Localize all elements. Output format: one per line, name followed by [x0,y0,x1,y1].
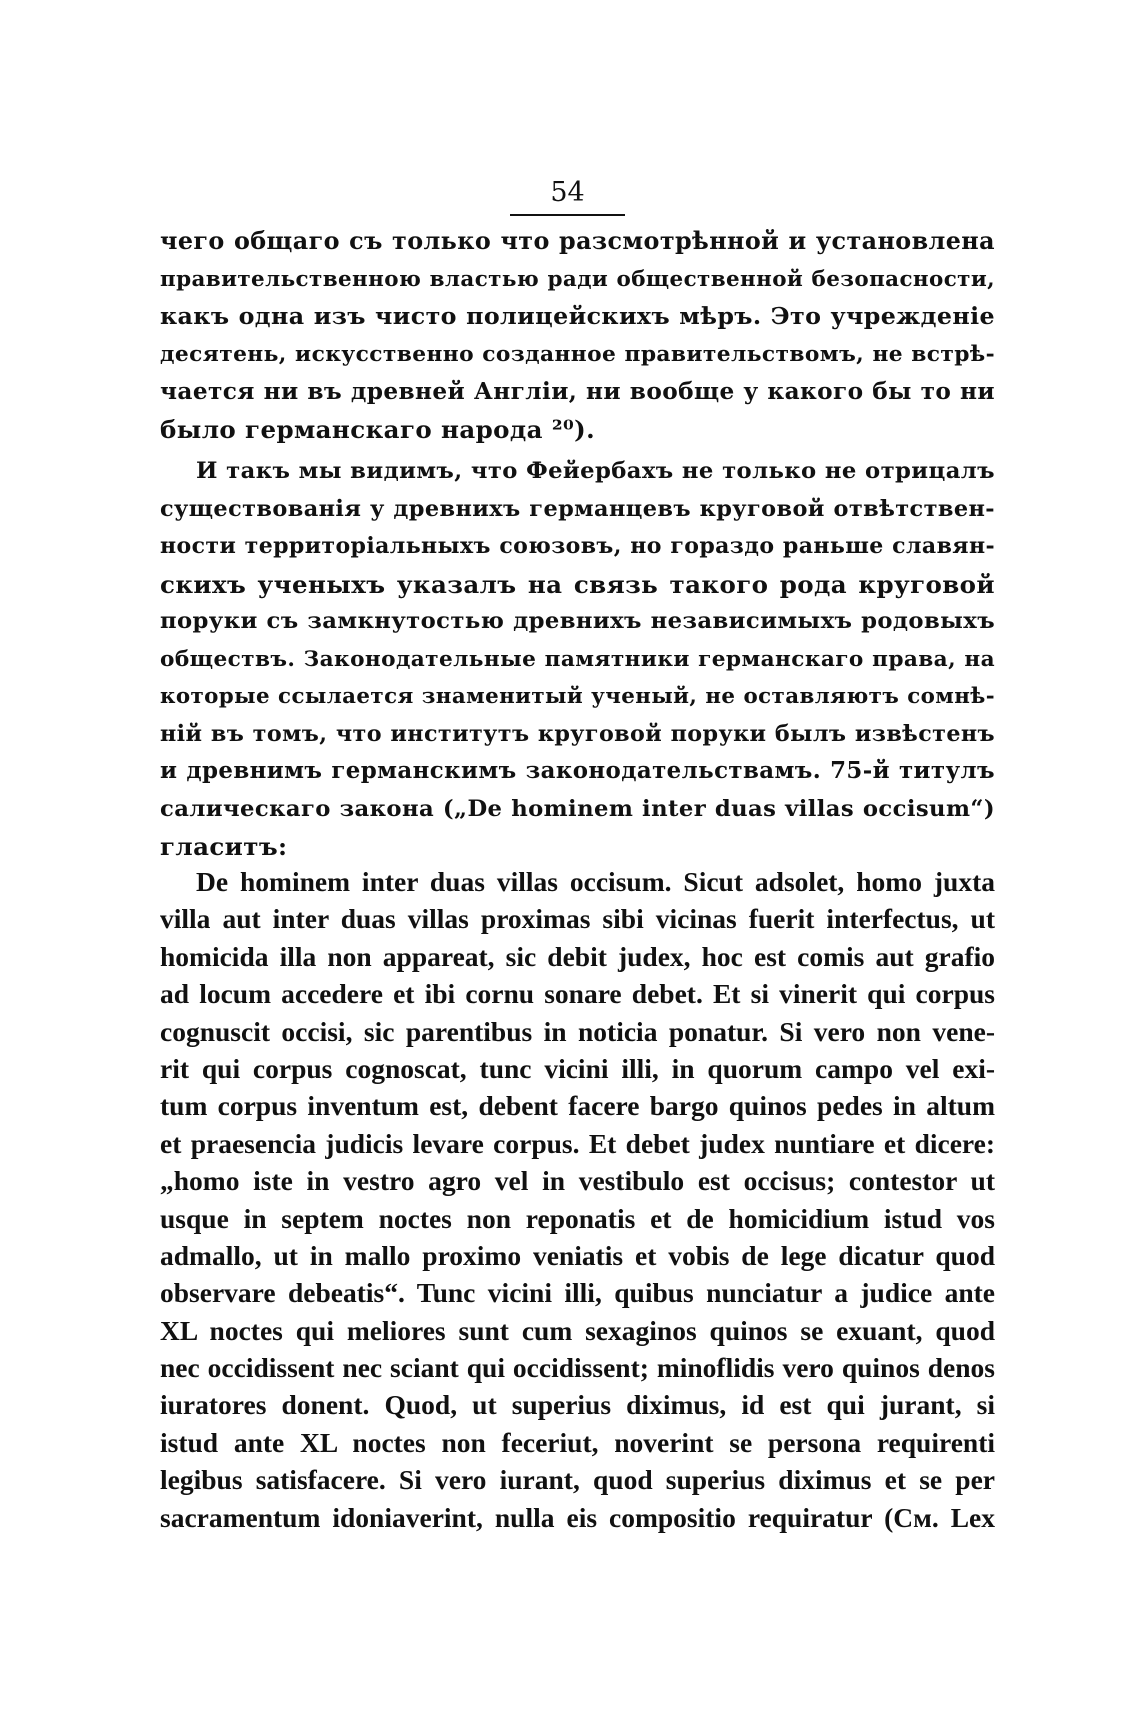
latin-quote-line: observare debeatis“. Tunc vicini illi, quibus nunciatur a judice ante [160,1277,995,1309]
latin-quote-line: tum corpus inventum est, debent facere bargo quinos pedes in altum [160,1090,995,1122]
latin-quote-line: De hominem inter duas villas occisum. Sicut adsolet, homo juxta [196,866,995,897]
paragraph-2-line: ній въ томъ, что институтъ круговой поруки былъ извѣстенъ [160,720,995,747]
latin-quote-line: nec occidissent nec sciant qui occidissent; minoflidis vero quinos denos [160,1352,995,1384]
paragraph-2-line: которые ссылается знаменитый ученый, не оставляютъ сомнѣ- [160,684,995,709]
paragraph-1-line: чается ни въ древней Англіи, ни вообще у какого бы то ни [160,378,995,405]
page-number: 54 [550,177,585,208]
latin-quote [160,863,995,1536]
latin-quote-line: „homo iste in vestro agro vel in vestibulo est occisus; contestor ut [160,1165,995,1197]
paragraph-2-line: салическаго закона („De hominem inter duas villas occisum“) [160,795,995,822]
paragraph-2-line: и древнимъ германскимъ законодательствамъ. 75-й титулъ [160,758,995,784]
latin-quote-line: cognuscit occisi, sic parentibus in noticia ponatur. Si vero non vene- [160,1015,995,1047]
paragraph-2-line: скихъ ученыхъ указалъ на связь такого рода круговой [160,569,995,599]
latin-quote-line: usque in septem noctes non reponatis et de homicidium istud vos [160,1202,995,1234]
paragraph-2 [160,453,995,866]
paragraph-1-line: десятень, искусственно созданное правительствомъ, не встрѣ- [160,341,995,367]
latin-quote-line: et praesencia judicis levare corpus. Et debet judex nuntiare et dicere: [160,1127,995,1159]
paragraph-2-line: И такъ мы видимъ, что Фейербахъ не только не отрицалъ [196,458,995,484]
latin-quote-line: rit qui corpus cognoscat, tunc vicini illi, in quorum campo vel exi- [160,1052,995,1084]
latin-quote-line: sacramentum idoniaverint, nulla eis compositio requiratur (См. Lex [160,1501,995,1533]
latin-quote-line: istud ante XL noctes non feceriut, noverint se persona requirenti [160,1426,995,1458]
paragraph-2-line: ности территоріальныхъ союзовъ, но гораздо раньше славян- [160,533,995,559]
paragraph-1-line: правительственною властью ради общественной безопасности, [160,266,995,292]
latin-quote-line: XL noctes qui meliores sunt cum sexaginos quinos se exuant, quod [160,1314,995,1346]
page-number-rule [510,214,625,216]
paragraph-1-line: было германскаго народа ²⁰). [160,414,596,444]
paragraph-2-line: существованія у древнихъ германцевъ круговой отвѣтствен- [160,495,995,522]
latin-quote-line: admallo, ut in mallo proximo veniatis et vobis de lege dicatur quod [160,1239,995,1271]
latin-quote-line: iuratores donent. Quod, ut superius diximus, id est qui jurant, si [160,1389,995,1421]
paragraph-2-line: поруки съ замкнутостью древнихъ независимыхъ родовыхъ [160,608,995,634]
paragraph-1-line: чего общаго съ только что разсмотрѣнной и установлена [160,227,995,255]
latin-quote-line: villa aut inter duas villas proximas sibi vicinas fuerit interfectus, ut [160,903,995,935]
paragraph-2-line: обществъ. Законодательные памятники германскаго права, на [160,646,995,672]
paragraph-1-line: какъ одна изъ чисто полицейскихъ мѣръ. Это учрежденіе [160,302,995,330]
latin-quote-line: homicida illa non appareat, sic debit judex, hoc est comis aut grafio [160,940,995,972]
latin-quote-line: legibus satisfacere. Si vero iurant, quod superius diximus et se per [160,1464,995,1496]
paragraph-2-line: гласитъ: [160,832,288,861]
paragraph-1 [160,223,995,448]
latin-quote-line: ad locum accedere et ibi cornu sonare debet. Et si vinerit qui corpus [160,978,995,1010]
